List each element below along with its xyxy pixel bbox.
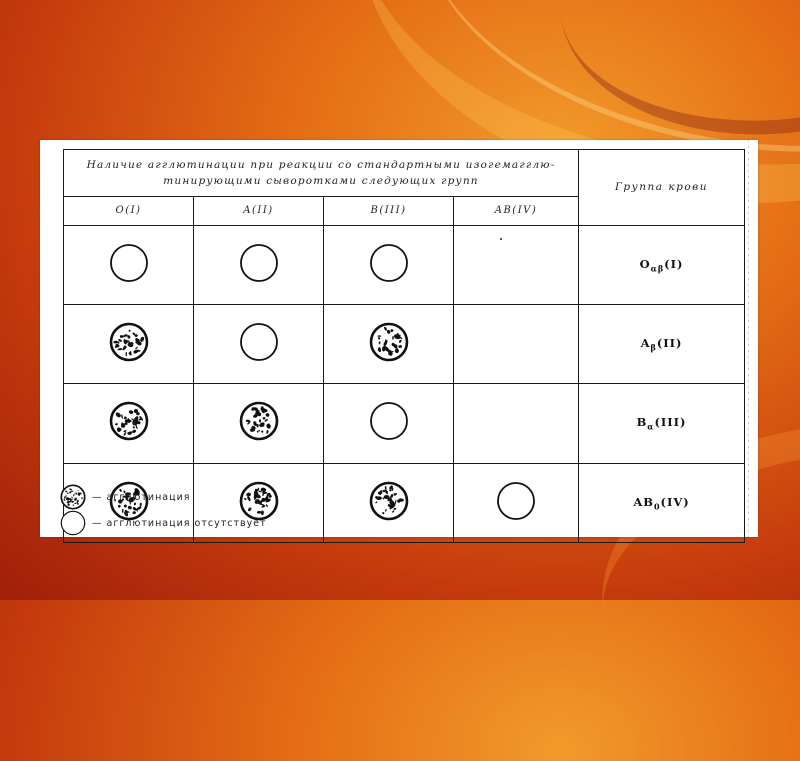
agglutinate-clump (377, 336, 381, 337)
table-row (64, 225, 745, 304)
blood-group-label: $A_\beta(II)$ (579, 305, 745, 384)
agglutinate-clump (259, 424, 264, 427)
serum-column-label: AB(IV) (494, 205, 538, 217)
legend-label-agglutination: — агглютинация (92, 491, 191, 503)
blood-group-label: $AB_0(IV)$ (579, 463, 745, 542)
no-agglutination-icon (109, 243, 149, 287)
reaction-cell (324, 463, 454, 542)
reaction-cell (194, 305, 324, 384)
blood-group-label: $O_{\alpha\beta}(I)$ (579, 225, 745, 304)
agglutination-icon (109, 401, 149, 445)
legend-label-no-agglutination: — агглютинация отсутствует (92, 517, 267, 529)
table-row (64, 384, 745, 463)
header-main-text: Наличие агглютинации при реакции со стандартными изогемагглю- тинирующими сыворотками следующих групп (86, 158, 556, 187)
no-agglutination-icon (239, 322, 279, 366)
no-agglutination-icon (239, 243, 279, 287)
legend-item-no-agglutination (60, 510, 267, 536)
reaction-cell (324, 225, 454, 304)
reaction-cell (64, 384, 194, 463)
reaction-cell (324, 384, 454, 463)
reaction-cell (454, 463, 579, 542)
serum-column-header (194, 196, 324, 225)
header-group-text: Группа крови (614, 181, 709, 194)
no-agglutination-icon (496, 481, 536, 525)
serum-column-header (64, 196, 194, 225)
serum-column-header (454, 196, 579, 225)
agglutinate-clump (68, 503, 70, 506)
reaction-cell (194, 225, 324, 304)
page-edge-scan-marks (741, 140, 758, 537)
agglutinate-clump (383, 495, 389, 499)
header-group-cell (579, 150, 745, 226)
reaction-cell (324, 305, 454, 384)
agglutination-icon (109, 322, 149, 366)
speck (500, 238, 502, 240)
agglutination-icon (369, 481, 409, 525)
agglutination-icon (239, 401, 279, 445)
reaction-cell (454, 384, 579, 463)
reaction-cell (64, 305, 194, 384)
header-main-cell (64, 150, 579, 197)
no-agglutination-icon (369, 243, 409, 287)
document-page (40, 140, 758, 537)
agglutination-icon (369, 322, 409, 366)
reaction-cell (454, 305, 579, 384)
serum-column-label: O(I) (115, 205, 142, 217)
reaction-cell (194, 384, 324, 463)
reaction-cell (454, 225, 579, 304)
blood-group-label: $B_\alpha(III)$ (579, 384, 745, 463)
agglutination-icon (60, 484, 86, 510)
background-swoosh (551, 0, 800, 148)
serum-column-label: A(II) (243, 205, 274, 217)
serum-column-header (324, 196, 454, 225)
serum-column-label: B(III) (370, 205, 407, 217)
no-agglutination-icon (60, 510, 86, 536)
table-row (64, 305, 745, 384)
legend-item-agglutination (60, 484, 191, 510)
no-agglutination-icon (369, 401, 409, 445)
reaction-cell (64, 225, 194, 304)
